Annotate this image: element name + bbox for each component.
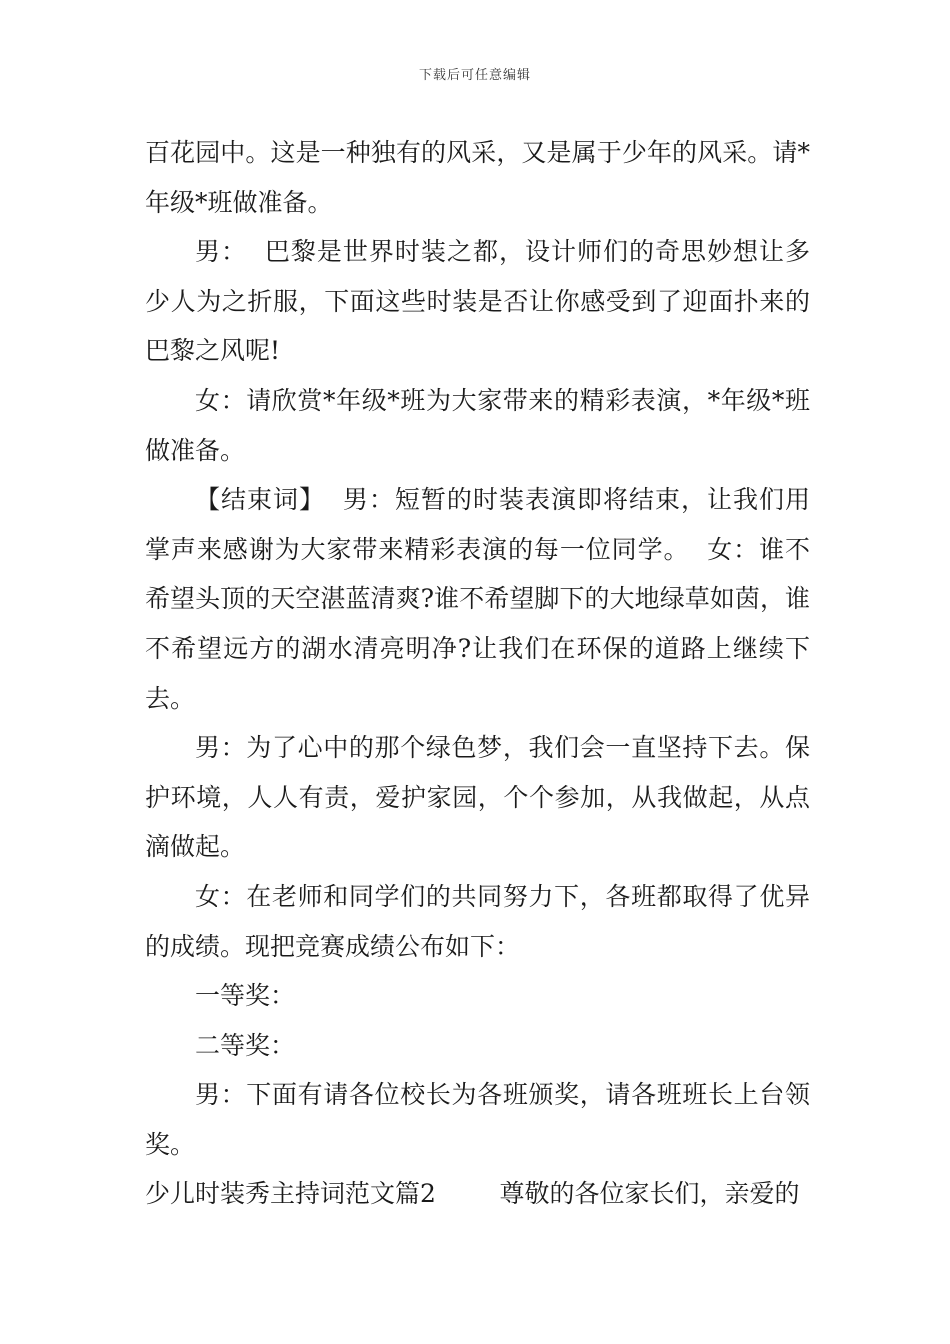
paragraph-10: 少儿时装秀主持词范文篇2 尊敬的各位家长们，亲爱的: [145, 1179, 800, 1209]
document-body: [145, 128, 810, 1219]
paragraph-6: 女：在老师和同学们的共同努力下，各班都取得了优异的成绩。现把竞赛成绩公布如下：: [145, 881, 810, 961]
paragraph-4: 【结束词】 男：短暂的时装表演即将结束，让我们用掌声来感谢为大家带来精彩表演的每一位同学。 女：谁不希望头顶的天空湛蓝清爽?谁不希望脚下的大地绿草如茵，谁不希望远方的湖水清亮明净?让我们在环保的道路上继续下去。: [145, 485, 810, 713]
paragraph-5: 男：为了心中的那个绿色梦，我们会一直坚持下去。保护环境，人人有责，爱护家园，个个参加，从我做起，从点滴做起。: [145, 733, 810, 862]
paragraph-1: 百花园中。这是一种独有的风采，又是属于少年的风采。请*年级*班做准备。: [145, 138, 810, 217]
paragraph-9: 男：下面有请各位校长为各班颁奖，请各班班长上台领奖。: [145, 1080, 810, 1159]
paragraph-2: 男： 巴黎是世界时装之都，设计师们的奇思妙想让多少人为之折服，下面这些时装是否让你感受到了迎面扑来的巴黎之风呢!: [145, 237, 810, 366]
paragraph-8: 二等奖：: [195, 1030, 296, 1060]
page-header-note: 下载后可任意编辑: [418, 68, 531, 83]
paragraph-7: 一等奖：: [195, 981, 296, 1011]
paragraph-3: 女：请欣赏*年级*班为大家带来的精彩表演，*年级*班做准备。: [145, 385, 810, 465]
